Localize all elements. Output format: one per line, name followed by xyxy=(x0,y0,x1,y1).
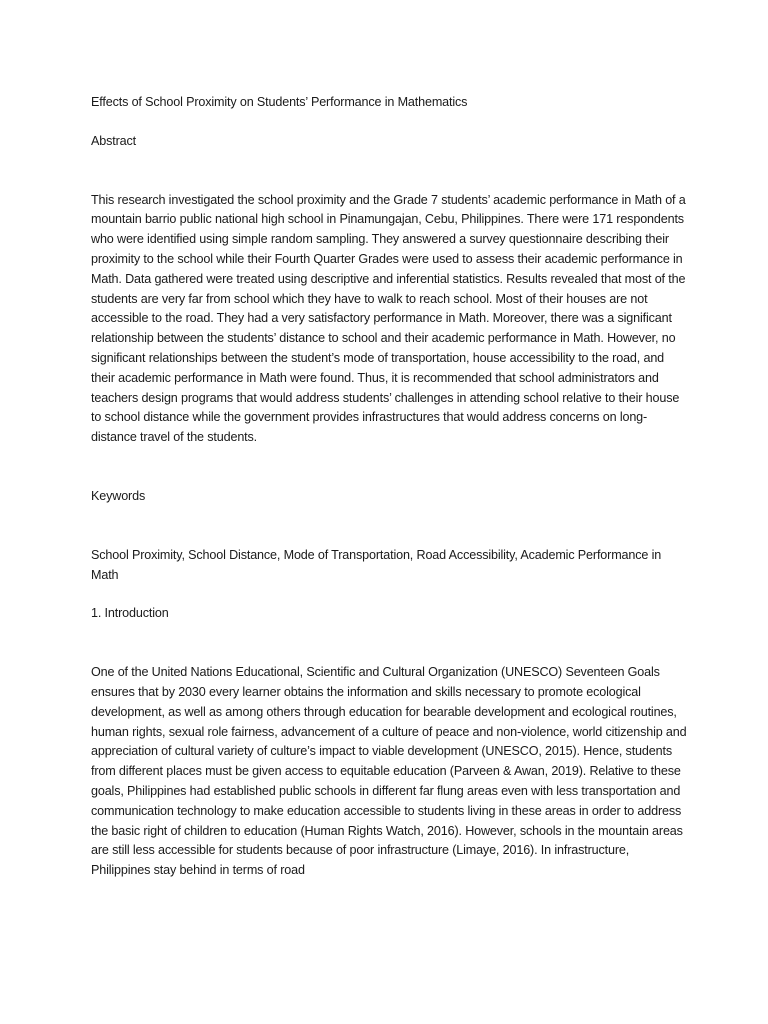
keywords-heading: Keywords xyxy=(91,488,146,503)
abstract-heading: Abstract xyxy=(91,133,136,148)
paper-title: Effects of School Proximity on Students’ Performance in Mathematics xyxy=(91,95,468,109)
introduction-heading: 1. Introduction xyxy=(91,606,169,621)
document-content xyxy=(91,93,689,881)
abstract-paragraph: This research investigated the school proximity and the Grade 7 students’ academic performance in Math of a mountain barrio public national high school in Pinamungajan, Cebu, Philippines. There were 171 respondents who were identified using simple random sampling. They answered a survey questionnaire describing their proximity to the school while their Fourth Quarter Grades were used to assess their academic performance in Math. Data gathered were treated using descriptive and inferential statistics. Results revealed that most of the students are very far from school which they have to walk to reach school. Most of their houses are not accessible to the road. They had a very satisfactory performance in Math. Moreover, there was a significant relationship between the students’ distance to school and their academic performance in Math. However, no significant relationships between the student’s mode of transportation, house accessibility to the road, and their academic performance in Math were found. Thus, it is recommended that school administrators and teachers design programs that would address students’ challenges in attending school relative to their house to school distance while the government provides infrastructures that would address concerns on long-distance travel of the students. xyxy=(91,192,686,445)
keywords-list: School Proximity, School Distance, Mode of Transportation, Road Accessibility, Academic Performance in Math xyxy=(91,547,662,582)
introduction-paragraph: One of the United Nations Educational, Scientific and Cultural Organization (UNESCO) Seventeen Goals ensures that by 2030 every learner obtains the information and skills necessary to promote ecological development, as well as among others through education for bearable development and ecological routines, human rights, sexual role fairness, advancement of a culture of peace and non-violence, world citizenship and appreciation of cultural variety of culture’s impact to viable development (UNESCO, 2015). Hence, students from different places must be given access to equitable education (Parveen & Awan, 2019). Relative to these goals, Philippines had established public schools in different far flung areas even with less transportation and communication technology to make education accessible to students living in these areas in order to address the basic right of children to education (Human Rights Watch, 2016). However, schools in the mountain areas are still less accessible for students because of poor infrastructure (Limaye, 2016). In infrastructure, Philippines stay behind in terms of road xyxy=(91,665,687,878)
